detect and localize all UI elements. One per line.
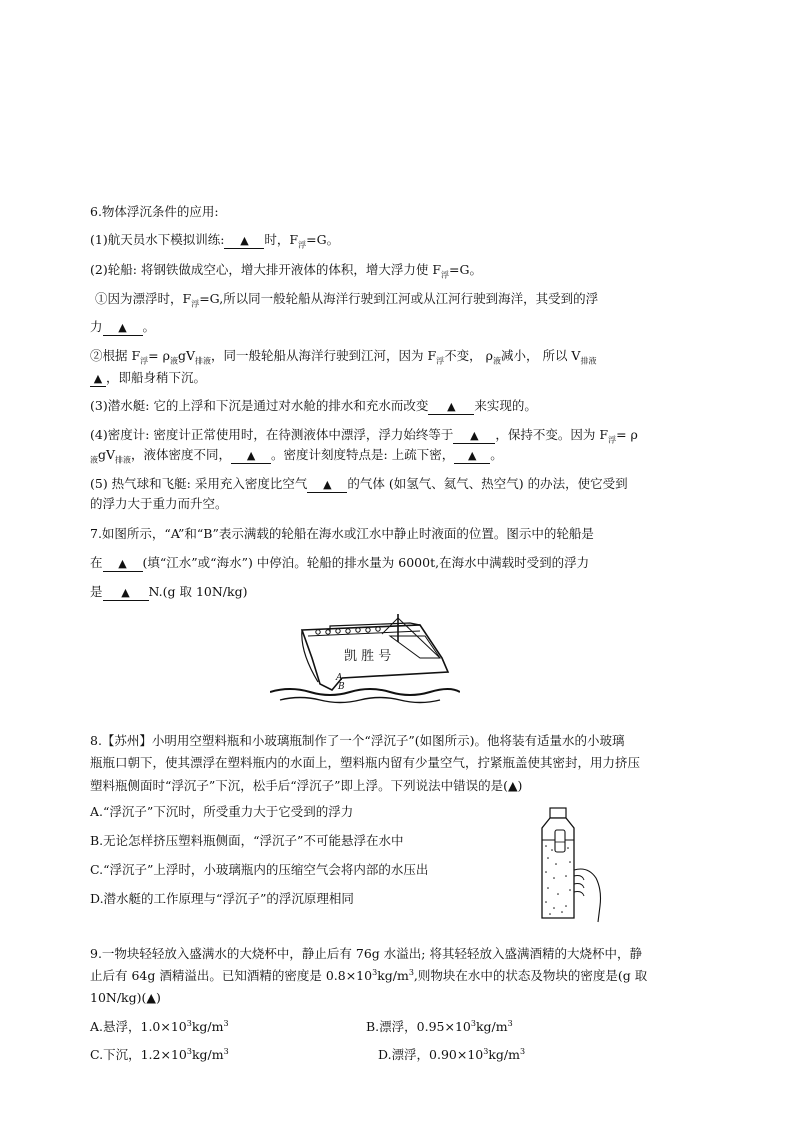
q6-line-6	[90, 370, 206, 387]
superscript: 3	[483, 1046, 489, 1056]
superscript: 3	[507, 1018, 513, 1028]
text: C.下沉，1.2×10	[90, 1047, 187, 1062]
q6-l3-end: =G,所以同一般轮船从海洋行驶到江河或从江河行驶到海洋，其受到的浮	[199, 291, 599, 306]
q8-option-a: A.“浮沉子”下沉时，所受重力大于它受到的浮力	[90, 804, 354, 819]
text: = ρ	[616, 427, 638, 442]
text: D.漂浮，0.90×10	[378, 1047, 484, 1062]
subscript: 浮	[436, 356, 445, 366]
subscript: 浮	[191, 299, 200, 309]
q6-line-11: 的浮力大于重力而升空。	[90, 496, 228, 511]
q6-line-8	[90, 427, 638, 444]
q6-l4-end: 。	[142, 319, 156, 334]
q6-l1-text2: 时，F	[264, 232, 299, 247]
superscript: 3	[223, 1046, 229, 1056]
triangle-mark: ▲	[118, 321, 127, 334]
q6-l6-end: ，即船身稍下沉。	[106, 370, 207, 385]
text: kg/m	[191, 1019, 224, 1034]
triangle-mark: ▲	[447, 400, 456, 413]
text: = ρ	[148, 348, 170, 363]
q6-l4-text: 力	[90, 319, 103, 334]
ship-illustration	[270, 612, 460, 704]
triangle-mark: ▲	[468, 449, 477, 462]
subscript: 排液	[115, 455, 132, 465]
q7-line-3	[90, 584, 247, 601]
q9-option-b	[366, 1019, 513, 1035]
subscript: 浮	[140, 356, 149, 366]
q6-l7-end: 来实现的。	[474, 398, 537, 413]
answer-blank	[103, 320, 143, 336]
superscript: 3	[223, 1018, 229, 1028]
text: 减小， 所以 V	[500, 348, 581, 363]
answer-blank	[224, 233, 264, 249]
text: kg/m	[191, 1047, 224, 1062]
q9-option-c	[90, 1047, 229, 1063]
text: B.漂浮，0.95×10	[366, 1019, 471, 1034]
text: gV	[98, 447, 116, 462]
text: kg/m	[377, 968, 409, 983]
answer-blank	[307, 477, 347, 493]
q7-line-2	[90, 555, 589, 572]
q9-option-d	[378, 1047, 525, 1063]
answer-blank	[428, 399, 474, 415]
q8-option-b: B.无论怎样挤压塑料瓶侧面，“浮沉子”不可能悬浮在水中	[90, 833, 404, 848]
superscript: 3	[520, 1046, 526, 1056]
q6-line-9	[90, 447, 503, 464]
q6-l1-text: (1)航天员水下模拟训练:	[90, 232, 225, 247]
superscript: 3	[372, 967, 378, 977]
q6-l10-end: 的气体 (如氢气、氦气、热空气) 的办法，使它受到	[347, 476, 628, 491]
triangle-mark: ▲	[323, 478, 332, 491]
text: 不变， ρ	[444, 348, 493, 363]
q6-line-3	[95, 291, 598, 307]
text: A.悬浮，1.0×10	[90, 1019, 187, 1034]
q7-l3-end: N.(g 取 10N/kg)	[148, 584, 248, 599]
q7-l2-text: 在	[90, 555, 103, 570]
triangle-mark: ▲	[470, 429, 479, 442]
q9-line-1: 9.一物块轻轻放入盛满水的大烧杯中，静止后有 76g 水溢出; 将其轻轻放入盛满酒精的大烧杯中，静	[90, 946, 642, 961]
q6-line-10	[90, 476, 628, 493]
triangle-mark: ▲	[121, 586, 130, 599]
text: kg/m	[488, 1047, 520, 1062]
bottle-illustration	[528, 806, 608, 924]
ship-name: 凯 胜 号	[344, 649, 392, 664]
triangle-mark: ▲	[118, 557, 127, 570]
text: ，同一般轮船从海洋行驶到江河，因为 F	[210, 348, 437, 363]
q6-l2-end: =G。	[449, 262, 483, 277]
text: 。	[490, 447, 503, 462]
q8-line-2: 瓶瓶口朝下，使其漂浮在塑料瓶内的水面上，塑料瓶内留有少量空气，拧紧瓶盖使其密封，用力挤压	[90, 755, 641, 770]
subscript: 排液	[580, 356, 597, 366]
q6-title: 6.物体浮沉条件的应用:	[90, 204, 219, 219]
q6-line-4	[90, 319, 155, 336]
subscript: 液	[169, 356, 178, 366]
waterline-b-label: B	[338, 682, 345, 692]
superscript: 3	[186, 1018, 192, 1028]
text: kg/m	[475, 1019, 508, 1034]
q7-line-1: 7.如图所示，“A”和“B”表示满载的轮船在海水或江水中静止时液面的位置。图示中的轮船是	[90, 526, 594, 541]
text: gV	[177, 348, 195, 363]
q6-line-2	[90, 262, 482, 278]
q6-l1-end: =G。	[306, 232, 340, 247]
superscript: 3	[408, 967, 414, 977]
q6-l3-text: ①因为漂浮时，F	[95, 291, 192, 306]
triangle-mark: ▲	[240, 234, 249, 247]
text: ,则物块在水中的状态及物块的密度是(g 取	[413, 968, 648, 983]
subscript: 液	[90, 455, 98, 465]
answer-blank	[231, 448, 271, 464]
subscript: 排液	[194, 356, 211, 366]
q9-line-2	[90, 968, 647, 984]
text: 止后有 64g 酒精溢出。已知酒精的密度是 0.8×10	[90, 968, 373, 983]
q8-line-3: 塑料瓶侧面时“浮沉子”下沉，松手后“浮沉子”即上浮。下列说法中错误的是(▲)	[90, 778, 523, 793]
text: ，液体密度不同，	[131, 447, 232, 462]
subscript: 浮	[441, 270, 450, 280]
q8-option-d: D.潜水艇的工作原理与“浮沉子”的浮沉原理相同	[90, 891, 354, 906]
text: 。密度计刻度特点是: 上疏下密，	[271, 447, 455, 462]
q9-option-a	[90, 1019, 229, 1035]
answer-blank	[103, 585, 149, 601]
q6-line-1	[90, 232, 339, 249]
q6-l7-text: (3)潜水艇: 它的上浮和下沉是通过对水舱的排水和充水而改变	[90, 398, 429, 413]
q9-line-3: 10N/kg)(▲)	[90, 990, 161, 1005]
waterline-a-label: A	[336, 673, 343, 683]
subscript: 浮	[608, 435, 617, 445]
answer-blank	[454, 448, 490, 464]
superscript: 3	[186, 1046, 192, 1056]
q6-line-7	[90, 398, 537, 415]
triangle-mark: ▲	[246, 449, 256, 462]
subscript: 浮	[298, 240, 307, 250]
answer-blank	[453, 428, 495, 444]
text: ②根据 F	[90, 348, 141, 363]
text: ，保持不变。因为 F	[495, 427, 609, 442]
q6-l8-text: (4)密度计: 密度计正常使用时，在待测液体中漂浮，浮力始终等于	[90, 427, 454, 442]
q6-l10-text: (5) 热气球和飞艇: 采用充入密度比空气	[90, 476, 308, 491]
q7-l3-text: 是	[90, 584, 103, 599]
q6-line-5	[90, 348, 596, 364]
q8-option-c: C.“浮沉子”上浮时，小玻璃瓶内的压缩空气会将内部的水压出	[90, 862, 429, 877]
q8-line-1: 8.【苏州】小明用空塑料瓶和小玻璃瓶制作了一个“浮沉子”(如图所示)。他将装有适量水的小玻璃	[90, 733, 625, 748]
q6-l2-text: (2)轮船: 将钢铁做成空心，增大排开液体的体积，增大浮力使 F	[90, 262, 442, 277]
answer-blank	[103, 556, 143, 572]
subscript: 液	[492, 356, 501, 366]
q7-l2-end: (填“江水”或“海水”) 中停泊。轮船的排水量为 6000t,在海水中满载时受到的浮力	[142, 555, 590, 570]
answer-blank	[90, 371, 106, 387]
superscript: 3	[470, 1018, 476, 1028]
triangle-mark: ▲	[93, 372, 103, 385]
